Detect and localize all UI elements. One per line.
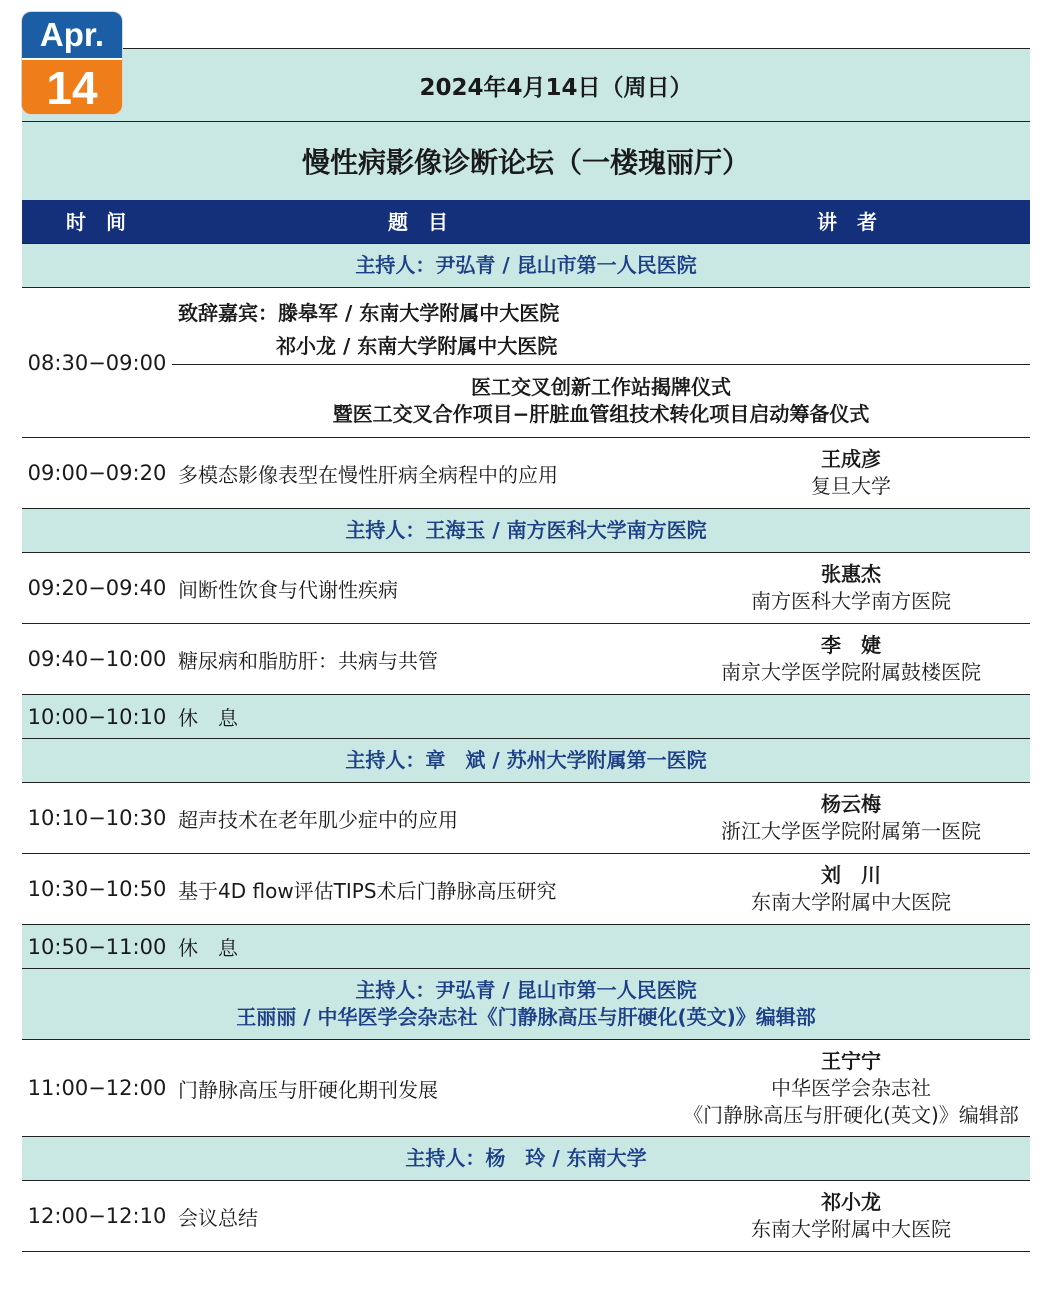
date-header: 2024年4月14日（周日）	[22, 48, 1030, 122]
date-badge	[22, 12, 122, 114]
break-label: 休 息	[178, 706, 238, 730]
talk-row	[22, 1181, 1030, 1252]
speaker-name: 王宁宁	[821, 1048, 881, 1073]
topic-cell: 超声技术在老年肌少症中的应用	[178, 807, 458, 832]
speaker-name: 祁小龙	[821, 1190, 881, 1214]
speaker-name: 王成彦	[821, 447, 881, 471]
topic-cell: 糖尿病和脂肪肝：共病与共管	[178, 648, 438, 673]
host-text-2: 王丽丽 / 中华医学会杂志社《门静脉高压与肝硬化(英文)》编辑部	[236, 1005, 816, 1029]
speaker-affiliation: 复旦大学	[811, 474, 891, 498]
time-cell: 09:40−10:00	[27, 647, 167, 671]
time-cell: 10:50−11:00	[27, 934, 167, 959]
speaker-affiliation: 东南大学附属中大医院	[751, 890, 951, 914]
opening-ceremony	[172, 365, 1030, 437]
speaker-cell	[672, 854, 1030, 924]
time-cell: 10:00−10:10	[27, 704, 167, 729]
speaker-cell	[672, 553, 1030, 623]
topic-cell: 门静脉高压与肝硬化期刊发展	[178, 1077, 438, 1102]
host-text: 主持人：杨 玲 / 东南大学	[405, 1146, 647, 1170]
guest-name: 祁小龙 / 东南大学附属中大医院	[276, 334, 558, 358]
schedule-table	[22, 48, 1030, 1252]
host-row	[22, 1137, 1030, 1181]
speaker-affiliation-2: 《门静脉高压与肝硬化(英文)》编辑部	[683, 1102, 1019, 1127]
speaker-name: 杨云梅	[821, 792, 881, 816]
speaker-affiliation: 南京大学医学院附属鼓楼医院	[721, 660, 981, 684]
host-text: 主持人：尹弘青 / 昆山市第一人民医院	[355, 978, 697, 1002]
time-cell: 10:30−10:50	[27, 877, 167, 901]
speaker-affiliation: 中华医学会杂志社	[771, 1075, 931, 1100]
speaker-affiliation: 浙江大学医学院附属第一医院	[721, 819, 981, 843]
talk-row	[22, 783, 1030, 854]
time-cell: 09:00−09:20	[27, 461, 167, 485]
speaker-name: 刘 川	[821, 863, 881, 887]
header-topic: 题 目	[388, 210, 448, 234]
badge-day: 14	[22, 58, 122, 114]
time-cell: 11:00−12:00	[27, 1076, 167, 1100]
host-text: 主持人：王海玉 / 南方医科大学南方医院	[345, 518, 707, 542]
speaker-name: 张惠杰	[821, 562, 881, 586]
host-row	[22, 739, 1030, 783]
speaker-cell	[672, 1181, 1030, 1251]
talk-row	[22, 624, 1030, 695]
host-text: 主持人：尹弘青 / 昆山市第一人民医院	[355, 253, 697, 277]
guests-label: 致辞嘉宾：	[178, 301, 278, 325]
host-row	[22, 969, 1030, 1040]
talk-row	[22, 553, 1030, 624]
topic-cell: 多模态影像表型在慢性肝病全病程中的应用	[178, 462, 558, 487]
speaker-cell	[672, 1040, 1030, 1136]
guest-name: 滕皋军 / 东南大学附属中大医院	[278, 301, 560, 325]
speaker-cell	[672, 624, 1030, 694]
speaker-cell	[672, 783, 1030, 853]
speaker-affiliation: 南方医科大学南方医院	[751, 589, 951, 613]
topic-cell: 间断性饮食与代谢性疾病	[178, 577, 398, 602]
opening-guests	[172, 288, 1030, 365]
speaker-cell	[672, 438, 1030, 508]
column-header-row	[22, 200, 1030, 244]
ceremony-line: 暨医工交叉合作项目−肝脏血管组技术转化项目启动筹备仪式	[332, 402, 870, 426]
host-row	[22, 244, 1030, 288]
host-text: 主持人：章 斌 / 苏州大学附属第一医院	[345, 748, 707, 772]
header-speaker: 讲 者	[817, 210, 877, 234]
talk-row	[22, 854, 1030, 925]
topic-cell: 基于4D flow评估TIPS术后门静脉高压研究	[178, 878, 557, 903]
break-label: 休 息	[178, 936, 238, 960]
speaker-affiliation: 东南大学附属中大医院	[751, 1217, 951, 1241]
forum-title: 慢性病影像诊断论坛（一楼瑰丽厅）	[22, 122, 1030, 200]
opening-content	[172, 288, 1030, 438]
badge-month: Apr.	[22, 12, 122, 58]
time-cell: 12:00−12:10	[27, 1204, 167, 1228]
time-cell: 09:20−09:40	[27, 576, 167, 600]
talk-row	[22, 438, 1030, 509]
talk-row	[22, 1040, 1030, 1137]
time-cell: 10:10−10:30	[27, 806, 167, 830]
opening-row	[22, 288, 1030, 438]
speaker-name: 李 婕	[821, 633, 881, 657]
header-time: 时 间	[66, 210, 126, 234]
break-row	[22, 695, 1030, 739]
topic-cell: 会议总结	[178, 1205, 258, 1230]
time-cell: 08:30−09:00	[27, 351, 167, 375]
ceremony-line: 医工交叉创新工作站揭牌仪式	[471, 375, 731, 399]
break-row	[22, 925, 1030, 969]
host-row	[22, 509, 1030, 553]
